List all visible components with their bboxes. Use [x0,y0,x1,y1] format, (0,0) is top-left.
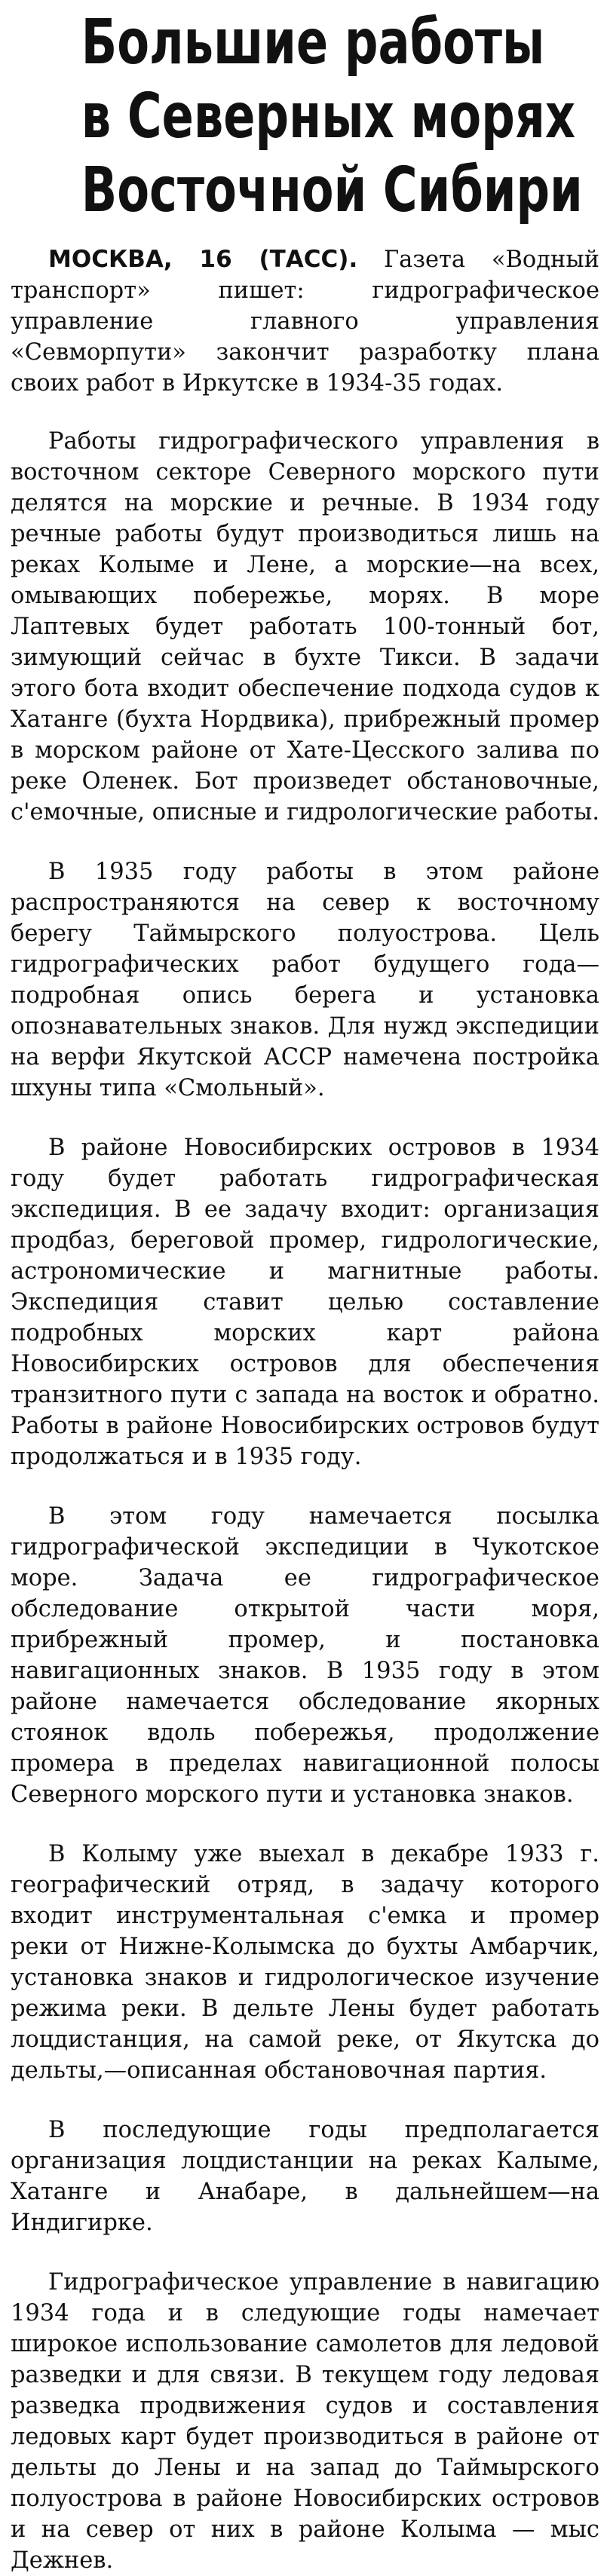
divider [11,1472,599,1501]
headline-line-3: Восточной Сибири [81,155,583,226]
paragraph-5: В Колыму уже выехал в декабре 1933 г. географический отряд, в задачу которого входит инструментальная с'емка и промер реки от Нижне-Колымска до бухты Амбарчик, установка знаков и гидрологическое изучение режима реки. В дельте Лены будет работать лоцдистанция, на самой реке, от Якутска до дельты,—описанная обстановочная партия. [11,1841,599,2084]
divider [11,2086,599,2115]
paragraph-7: Гидрографическое управление в навигацию 1934 года и в следующие годы намечает широкое использование самолетов для ледовой разведки и для связи. В текущем году ледовая разведка продвижения судов и составления ледовых карт будет производиться в районе от дельты до Лены и на запад до Таймырского полуострова в районе Новосибирских островов и на север от них в районе Колыма — мыс Дежнев. [11,2269,599,2574]
divider [11,828,599,856]
lead-text: Газета «Водный транспорт» пишет: гидрографическое управление главного управления «Севморпути» закончит разработку плана своих работ в Иркутске в 1934-35 годах. [11,247,599,397]
article-headline [11,6,599,228]
paragraph-1: Работы гидрографического управления в восточном секторе Северного морского пути делятся на морские и речные. В 1934 году речные работы будут производиться лишь на реках Колыме и Лене, а морские—на всех, омывающих побережье, морях. В море Лаптевых будет работать 100-тонный бот, зимующий сейчас в бухте Тикси. В задачи этого бота входит обеспечение подхода судов к Хатанге (бухта Нордвика), прибрежный промер в морском районе от Хате-Цесского залива по реке Оленек. Бот произведет обстановочные, с'емочные, описные и гидрологические работы. [11,428,600,825]
divider [11,1104,599,1132]
divider [11,1810,599,1839]
paragraph-3: В районе Новосибирских островов в 1934 году будет работать гидрографическая экспедиция. В ее задачу входит: организация продбаз, береговой промер, гидрологические, астрономические и магнитные работы. Экспедиция ставит целью составление подробных морских карт района Новосибирских островов для обеспечения транзитного пути с запада на восток и обратно. Работы в районе Новосибирских островов будут продолжаться и в 1935 году. [11,1135,599,1470]
paragraph-4: В этом году намечается посылка гидрографической экспедиции в Чукотское море. Задача ее гидрографическое обследование открытой части моря, прибрежный промер, и постановка навигационных знаков. В 1935 году в этом районе намечается обследование якорных стоянок вдоль побережья, продолжение промера в пределах навигационной полосы Северного морского пути и установка знаков. [11,1503,599,1808]
divider [11,399,599,426]
paragraph-6: В последующие годы предполагается организация лоцдистанции на реках Калыме, Хатанге и Анабаре, в дальнейшем—на Индигирке. [11,2117,599,2236]
lead-paragraph [11,244,599,399]
headline-line-2: в Северных морях [81,81,576,152]
divider [11,2238,599,2267]
paragraph-2: В 1935 году работы в этом районе распространяются на север к восточному берегу Таймырского полуострова. Цель гидрографических работ будущего года—подробная опись берега и установка опознавательных знаков. Для нужд экспедиции на верфи Якутской АССР намечена постройка шхуны типа «Смольный». [11,859,599,1101]
headline-line-1: Большие работы [81,7,545,78]
dateline: МОСКВА, 16 (ТАСС). [48,246,358,273]
